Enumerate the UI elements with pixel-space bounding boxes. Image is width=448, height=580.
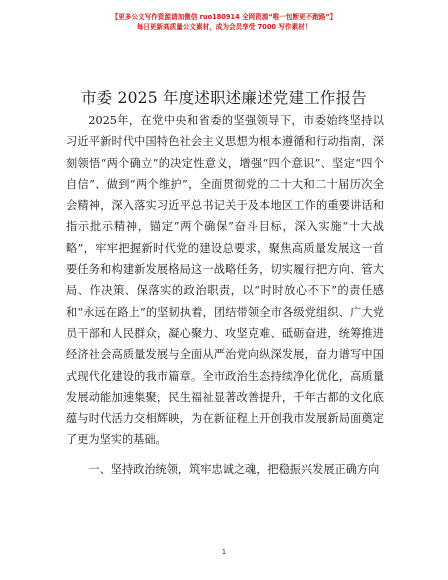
section-heading-1: 一、坚持政治统领，筑牢忠诚之魂，把稳振兴发展正确方向 (88, 462, 380, 476)
document-title: 市委 2025 年度述职述廉述党建工作报告 (80, 89, 367, 108)
paragraph-intro: 2025年，在党中央和省委的坚强领导下，市委始终坚持以习近平新时代中国特色社会主义思想为根本遵循和行动指南，深刻领悟“两个确立”的决定性意义，增强“四个意识”、坚定“四个自信”、做到“两个维护”，全面贯彻党的二十大和二十届历次全会精神，深入落实习近平总书记关于及本地区工作的重要讲话和指示批示精神，锚定“两个确保”奋斗目标，深入实施“十大战略”，牢牢把握新时代党的建设总要求，聚焦高质量发展这一首要任务和构建新发展格局这一战略任务，切实履行把方向、管大局、作决策、保落实的政治职责，以“时时放心不下”的责任感和“永远在路上”的坚韧执着，团结带领全市各级党组织、广大党员干部和人民群众，凝心聚力、攻坚克难、砥砺奋进，统筹推进经济社会高质量发展与全面从严治党向纵深发展，奋力谱写中国式现代化建设的我市篇章。全市政治生态持续净化优化，高质量发展动能加速集聚，民生福祉显著改善提升，千年古都的文化底蕴与时代活力交相辉映，为在新征程上开创我市发展新局面奠定了更为坚实的基础。 (66, 114, 384, 447)
promo-banner-line-1: 【更多公文写作资源请加微信 ruo180914 全网资源“唯一包断更不跑路”】 (111, 13, 337, 21)
document-body (66, 110, 384, 480)
promo-banner (0, 12, 448, 32)
promo-banner-line-2: 每日更新高质量公文素材，成为会员享受 7000 写作素材！ (136, 23, 312, 31)
page-number: 1 (221, 548, 227, 556)
